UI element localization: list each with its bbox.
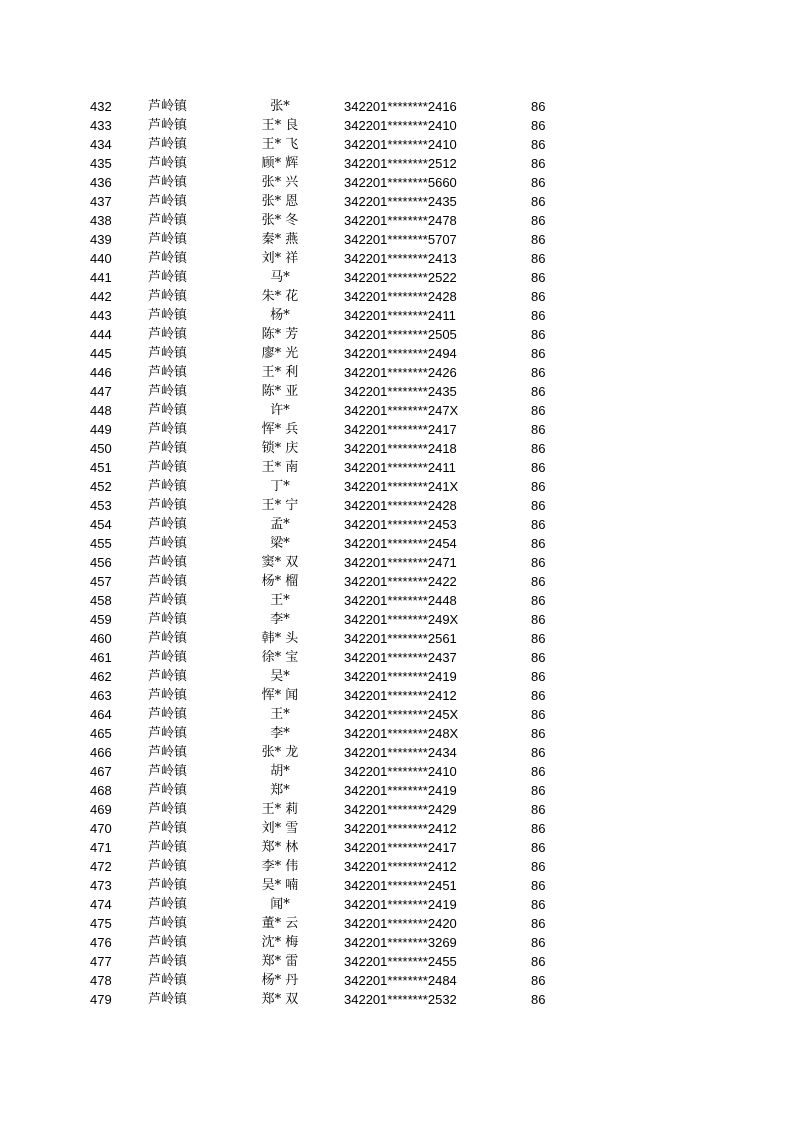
row-number: 433 <box>90 118 112 133</box>
row-number: 469 <box>90 802 112 817</box>
table-row <box>0 724 793 743</box>
score-cell: 86 <box>531 460 546 475</box>
town-cell: 芦岭镇 <box>148 213 188 228</box>
score-cell: 86 <box>531 935 546 950</box>
table-row <box>0 458 793 477</box>
town-cell: 芦岭镇 <box>148 783 188 798</box>
score-cell: 86 <box>531 517 546 532</box>
name-cell: 韩* 头 <box>261 631 299 646</box>
town-cell: 芦岭镇 <box>148 821 188 836</box>
name-cell: 王* 良 <box>261 118 299 133</box>
score-cell: 86 <box>531 555 546 570</box>
name-cell: 张* <box>270 99 290 114</box>
row-number: 432 <box>90 99 112 114</box>
id-number-cell: 342201********2420 <box>344 916 457 931</box>
id-number-cell: 342201********2435 <box>344 384 457 399</box>
name-cell: 李* <box>270 612 290 627</box>
id-number-cell: 342201********2416 <box>344 99 457 114</box>
id-number-cell: 342201********2451 <box>344 878 457 893</box>
score-cell: 86 <box>531 118 546 133</box>
score-cell: 86 <box>531 346 546 361</box>
town-cell: 芦岭镇 <box>148 973 188 988</box>
table-row <box>0 743 793 762</box>
town-cell: 芦岭镇 <box>148 726 188 741</box>
row-number: 444 <box>90 327 112 342</box>
row-number: 450 <box>90 441 112 456</box>
score-cell: 86 <box>531 840 546 855</box>
table-row <box>0 192 793 211</box>
score-cell: 86 <box>531 593 546 608</box>
table-row <box>0 496 793 515</box>
id-number-cell: 342201********5660 <box>344 175 457 190</box>
score-cell: 86 <box>531 175 546 190</box>
id-number-cell: 342201********245X <box>344 707 459 722</box>
town-cell: 芦岭镇 <box>148 289 188 304</box>
id-number-cell: 342201********2417 <box>344 422 457 437</box>
score-cell: 86 <box>531 745 546 760</box>
table-row <box>0 439 793 458</box>
table-row <box>0 990 793 1009</box>
table-row <box>0 515 793 534</box>
town-cell: 芦岭镇 <box>148 631 188 646</box>
row-number: 479 <box>90 992 112 1007</box>
table-row <box>0 667 793 686</box>
score-cell: 86 <box>531 954 546 969</box>
score-cell: 86 <box>531 422 546 437</box>
row-number: 448 <box>90 403 112 418</box>
row-number: 459 <box>90 612 112 627</box>
table-row <box>0 781 793 800</box>
score-cell: 86 <box>531 973 546 988</box>
row-number: 440 <box>90 251 112 266</box>
row-number: 463 <box>90 688 112 703</box>
table-row <box>0 838 793 857</box>
row-number: 453 <box>90 498 112 513</box>
name-cell: 朱* 花 <box>261 289 299 304</box>
score-cell: 86 <box>531 308 546 323</box>
score-cell: 86 <box>531 232 546 247</box>
name-cell: 王* 飞 <box>261 137 299 152</box>
town-cell: 芦岭镇 <box>148 308 188 323</box>
town-cell: 芦岭镇 <box>148 536 188 551</box>
row-number: 451 <box>90 460 112 475</box>
town-cell: 芦岭镇 <box>148 688 188 703</box>
table-row <box>0 268 793 287</box>
row-number: 449 <box>90 422 112 437</box>
name-cell: 张* 冬 <box>261 213 299 228</box>
table-row <box>0 306 793 325</box>
table-row <box>0 344 793 363</box>
id-number-cell: 342201********3269 <box>344 935 457 950</box>
town-cell: 芦岭镇 <box>148 574 188 589</box>
name-cell: 锁* 庆 <box>261 441 299 456</box>
score-cell: 86 <box>531 251 546 266</box>
table-row <box>0 648 793 667</box>
table-row <box>0 325 793 344</box>
row-number: 435 <box>90 156 112 171</box>
id-number-cell: 342201********2410 <box>344 764 457 779</box>
town-cell: 芦岭镇 <box>148 764 188 779</box>
row-number: 470 <box>90 821 112 836</box>
table-row <box>0 553 793 572</box>
id-number-cell: 342201********2561 <box>344 631 457 646</box>
row-number: 434 <box>90 137 112 152</box>
town-cell: 芦岭镇 <box>148 517 188 532</box>
table-row <box>0 686 793 705</box>
town-cell: 芦岭镇 <box>148 270 188 285</box>
row-number: 454 <box>90 517 112 532</box>
row-number: 472 <box>90 859 112 874</box>
id-number-cell: 342201********2512 <box>344 156 457 171</box>
table-row <box>0 971 793 990</box>
table-row <box>0 173 793 192</box>
row-number: 443 <box>90 308 112 323</box>
row-number: 437 <box>90 194 112 209</box>
town-cell: 芦岭镇 <box>148 194 188 209</box>
score-cell: 86 <box>531 878 546 893</box>
score-cell: 86 <box>531 479 546 494</box>
row-number: 456 <box>90 555 112 570</box>
town-cell: 芦岭镇 <box>148 251 188 266</box>
row-number: 436 <box>90 175 112 190</box>
table-row <box>0 610 793 629</box>
table-row <box>0 705 793 724</box>
table-row <box>0 211 793 230</box>
table-row <box>0 534 793 553</box>
id-number-cell: 342201********2411 <box>344 460 456 475</box>
name-cell: 李* 伟 <box>261 859 299 874</box>
town-cell: 芦岭镇 <box>148 232 188 247</box>
name-cell: 吴* <box>270 669 290 684</box>
table-row <box>0 933 793 952</box>
name-cell: 郑* <box>270 783 290 798</box>
town-cell: 芦岭镇 <box>148 992 188 1007</box>
id-number-cell: 342201********2412 <box>344 859 457 874</box>
table-row <box>0 154 793 173</box>
score-cell: 86 <box>531 194 546 209</box>
name-cell: 丁* <box>270 479 290 494</box>
name-cell: 张* 龙 <box>261 745 299 760</box>
score-cell: 86 <box>531 631 546 646</box>
name-cell: 王* 宁 <box>261 498 299 513</box>
id-number-cell: 342201********2532 <box>344 992 457 1007</box>
id-number-cell: 342201********2417 <box>344 840 457 855</box>
name-cell: 王* 南 <box>261 460 299 475</box>
table-row <box>0 895 793 914</box>
town-cell: 芦岭镇 <box>148 441 188 456</box>
score-cell: 86 <box>531 992 546 1007</box>
row-number: 477 <box>90 954 112 969</box>
name-cell: 杨* <box>270 308 290 323</box>
row-number: 476 <box>90 935 112 950</box>
score-cell: 86 <box>531 99 546 114</box>
town-cell: 芦岭镇 <box>148 707 188 722</box>
row-number: 474 <box>90 897 112 912</box>
name-cell: 杨* 榴 <box>261 574 299 589</box>
name-cell: 秦* 燕 <box>261 232 299 247</box>
name-cell: 郑* 双 <box>261 992 299 1007</box>
score-cell: 86 <box>531 650 546 665</box>
id-number-cell: 342201********2435 <box>344 194 457 209</box>
id-number-cell: 342201********2429 <box>344 802 457 817</box>
name-cell: 张* 兴 <box>261 175 299 190</box>
row-number: 447 <box>90 384 112 399</box>
id-number-cell: 342201********2494 <box>344 346 457 361</box>
town-cell: 芦岭镇 <box>148 137 188 152</box>
table-row <box>0 762 793 781</box>
id-number-cell: 342201********2419 <box>344 897 457 912</box>
id-number-cell: 342201********249X <box>344 612 459 627</box>
name-cell: 梁* <box>270 536 290 551</box>
score-cell: 86 <box>531 536 546 551</box>
name-cell: 董* 云 <box>261 916 299 931</box>
town-cell: 芦岭镇 <box>148 460 188 475</box>
name-cell: 刘* 雪 <box>261 821 299 836</box>
id-number-cell: 342201********2505 <box>344 327 457 342</box>
row-number: 455 <box>90 536 112 551</box>
name-cell: 张* 恩 <box>261 194 299 209</box>
id-number-cell: 342201********2419 <box>344 669 457 684</box>
score-cell: 86 <box>531 707 546 722</box>
town-cell: 芦岭镇 <box>148 346 188 361</box>
id-number-cell: 342201********2418 <box>344 441 457 456</box>
row-number: 442 <box>90 289 112 304</box>
table-row <box>0 857 793 876</box>
name-cell: 李* <box>270 726 290 741</box>
name-cell: 闻* <box>270 897 290 912</box>
name-cell: 陈* 亚 <box>261 384 299 399</box>
score-cell: 86 <box>531 156 546 171</box>
roster-table <box>0 97 793 1009</box>
row-number: 438 <box>90 213 112 228</box>
id-number-cell: 342201********2478 <box>344 213 457 228</box>
id-number-cell: 342201********2454 <box>344 536 457 551</box>
id-number-cell: 342201********2437 <box>344 650 457 665</box>
name-cell: 恽* 兵 <box>261 422 299 437</box>
row-number: 462 <box>90 669 112 684</box>
table-row <box>0 135 793 154</box>
id-number-cell: 342201********2522 <box>344 270 457 285</box>
id-number-cell: 342201********2453 <box>344 517 457 532</box>
town-cell: 芦岭镇 <box>148 327 188 342</box>
table-row <box>0 97 793 116</box>
row-number: 478 <box>90 973 112 988</box>
row-number: 475 <box>90 916 112 931</box>
town-cell: 芦岭镇 <box>148 650 188 665</box>
table-row <box>0 477 793 496</box>
row-number: 465 <box>90 726 112 741</box>
table-row <box>0 914 793 933</box>
score-cell: 86 <box>531 688 546 703</box>
town-cell: 芦岭镇 <box>148 897 188 912</box>
town-cell: 芦岭镇 <box>148 156 188 171</box>
row-number: 458 <box>90 593 112 608</box>
name-cell: 胡* <box>270 764 290 779</box>
id-number-cell: 342201********2426 <box>344 365 457 380</box>
town-cell: 芦岭镇 <box>148 669 188 684</box>
id-number-cell: 342201********241X <box>344 479 459 494</box>
table-row <box>0 230 793 249</box>
id-number-cell: 342201********2410 <box>344 137 457 152</box>
id-number-cell: 342201********2455 <box>344 954 457 969</box>
row-number: 461 <box>90 650 112 665</box>
town-cell: 芦岭镇 <box>148 99 188 114</box>
name-cell: 郑* 雷 <box>261 954 299 969</box>
id-number-cell: 342201********2448 <box>344 593 457 608</box>
id-number-cell: 342201********2411 <box>344 308 456 323</box>
town-cell: 芦岭镇 <box>148 878 188 893</box>
name-cell: 王* 利 <box>261 365 299 380</box>
table-row <box>0 420 793 439</box>
id-number-cell: 342201********2412 <box>344 688 457 703</box>
id-number-cell: 342201********2434 <box>344 745 457 760</box>
name-cell: 沈* 梅 <box>261 935 299 950</box>
score-cell: 86 <box>531 821 546 836</box>
name-cell: 窦* 双 <box>261 555 299 570</box>
score-cell: 86 <box>531 441 546 456</box>
town-cell: 芦岭镇 <box>148 954 188 969</box>
table-row <box>0 952 793 971</box>
name-cell: 孟* <box>270 517 290 532</box>
town-cell: 芦岭镇 <box>148 935 188 950</box>
town-cell: 芦岭镇 <box>148 384 188 399</box>
row-number: 439 <box>90 232 112 247</box>
score-cell: 86 <box>531 783 546 798</box>
id-number-cell: 342201********2410 <box>344 118 457 133</box>
score-cell: 86 <box>531 289 546 304</box>
score-cell: 86 <box>531 669 546 684</box>
row-number: 466 <box>90 745 112 760</box>
score-cell: 86 <box>531 916 546 931</box>
name-cell: 杨* 丹 <box>261 973 299 988</box>
table-row <box>0 287 793 306</box>
score-cell: 86 <box>531 137 546 152</box>
table-row <box>0 382 793 401</box>
table-row <box>0 876 793 895</box>
id-number-cell: 342201********2422 <box>344 574 457 589</box>
score-cell: 86 <box>531 365 546 380</box>
row-number: 445 <box>90 346 112 361</box>
town-cell: 芦岭镇 <box>148 403 188 418</box>
id-number-cell: 342201********2428 <box>344 289 457 304</box>
score-cell: 86 <box>531 384 546 399</box>
name-cell: 马* <box>270 270 290 285</box>
score-cell: 86 <box>531 270 546 285</box>
row-number: 452 <box>90 479 112 494</box>
id-number-cell: 342201********5707 <box>344 232 457 247</box>
row-number: 471 <box>90 840 112 855</box>
town-cell: 芦岭镇 <box>148 175 188 190</box>
name-cell: 徐* 宝 <box>261 650 299 665</box>
table-row <box>0 819 793 838</box>
town-cell: 芦岭镇 <box>148 555 188 570</box>
score-cell: 86 <box>531 574 546 589</box>
id-number-cell: 342201********247X <box>344 403 459 418</box>
name-cell: 王* <box>270 593 290 608</box>
town-cell: 芦岭镇 <box>148 593 188 608</box>
table-row <box>0 363 793 382</box>
row-number: 467 <box>90 764 112 779</box>
town-cell: 芦岭镇 <box>148 840 188 855</box>
town-cell: 芦岭镇 <box>148 498 188 513</box>
town-cell: 芦岭镇 <box>148 802 188 817</box>
table-row <box>0 800 793 819</box>
town-cell: 芦岭镇 <box>148 859 188 874</box>
name-cell: 陈* 芳 <box>261 327 299 342</box>
town-cell: 芦岭镇 <box>148 745 188 760</box>
table-row <box>0 591 793 610</box>
town-cell: 芦岭镇 <box>148 118 188 133</box>
id-number-cell: 342201********2419 <box>344 783 457 798</box>
id-number-cell: 342201********2484 <box>344 973 457 988</box>
town-cell: 芦岭镇 <box>148 365 188 380</box>
name-cell: 恽* 闻 <box>261 688 299 703</box>
id-number-cell: 342201********248X <box>344 726 459 741</box>
id-number-cell: 342201********2412 <box>344 821 457 836</box>
score-cell: 86 <box>531 802 546 817</box>
score-cell: 86 <box>531 859 546 874</box>
score-cell: 86 <box>531 897 546 912</box>
row-number: 468 <box>90 783 112 798</box>
name-cell: 王* 莉 <box>261 802 299 817</box>
name-cell: 顾* 辉 <box>261 156 299 171</box>
table-row <box>0 249 793 268</box>
score-cell: 86 <box>531 612 546 627</box>
town-cell: 芦岭镇 <box>148 916 188 931</box>
score-cell: 86 <box>531 213 546 228</box>
row-number: 441 <box>90 270 112 285</box>
town-cell: 芦岭镇 <box>148 479 188 494</box>
score-cell: 86 <box>531 764 546 779</box>
score-cell: 86 <box>531 327 546 342</box>
score-cell: 86 <box>531 403 546 418</box>
name-cell: 郑* 林 <box>261 840 299 855</box>
table-row <box>0 401 793 420</box>
name-cell: 吴* 喃 <box>261 878 299 893</box>
name-cell: 廖* 光 <box>261 346 299 361</box>
row-number: 457 <box>90 574 112 589</box>
id-number-cell: 342201********2428 <box>344 498 457 513</box>
id-number-cell: 342201********2471 <box>344 555 457 570</box>
score-cell: 86 <box>531 726 546 741</box>
row-number: 446 <box>90 365 112 380</box>
row-number: 464 <box>90 707 112 722</box>
name-cell: 许* <box>270 403 290 418</box>
table-row <box>0 116 793 135</box>
town-cell: 芦岭镇 <box>148 612 188 627</box>
row-number: 460 <box>90 631 112 646</box>
name-cell: 王* <box>270 707 290 722</box>
town-cell: 芦岭镇 <box>148 422 188 437</box>
score-cell: 86 <box>531 498 546 513</box>
row-number: 473 <box>90 878 112 893</box>
name-cell: 刘* 祥 <box>261 251 299 266</box>
table-row <box>0 572 793 591</box>
id-number-cell: 342201********2413 <box>344 251 457 266</box>
table-row <box>0 629 793 648</box>
